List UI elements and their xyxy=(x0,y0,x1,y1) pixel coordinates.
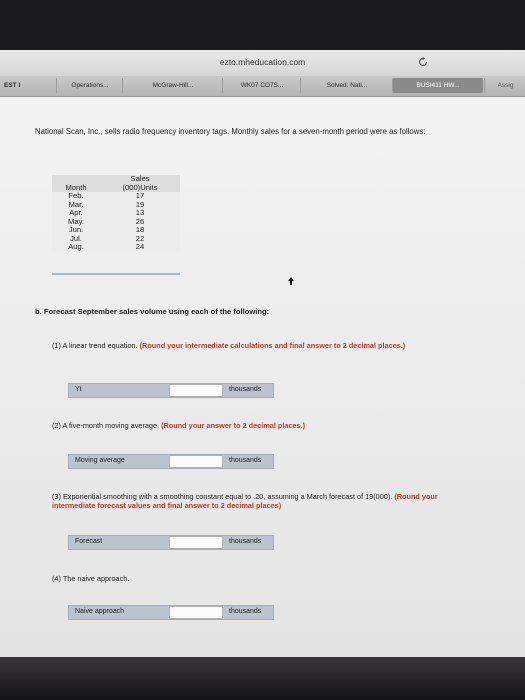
row-units: 13 xyxy=(100,209,180,218)
tab-assignment[interactable]: Assig xyxy=(484,78,525,93)
table-divider xyxy=(52,273,180,275)
page-content xyxy=(0,97,525,657)
question-2-instruction: (Round your answer to 2 decimal places.) xyxy=(161,421,306,430)
question-3-instruction: (Round your intermediate forecast values and final answer to 2 decimal places) xyxy=(52,492,438,510)
tab-busi411[interactable]: BUSI411 HW... xyxy=(392,78,483,93)
forecast-unit: thousands xyxy=(229,538,262,545)
sales-table xyxy=(52,175,180,252)
moving-average-label: Moving average xyxy=(75,457,125,464)
question-1-text: (1) A linear trend equation. xyxy=(52,341,138,350)
trend-input[interactable] xyxy=(169,384,223,397)
row-month: Jun. xyxy=(52,226,100,235)
tab-test[interactable]: EST I xyxy=(4,82,21,89)
header-units: (000)Units xyxy=(100,184,180,193)
row-units: 18 xyxy=(100,226,180,235)
question-2 xyxy=(52,421,472,430)
row-units: 22 xyxy=(100,235,180,244)
trend-label: Yt xyxy=(75,386,82,393)
row-units: 26 xyxy=(100,218,180,227)
row-units: 19 xyxy=(100,201,180,210)
row-units: 17 xyxy=(100,192,180,201)
question-3-text: (3) Exponential smoothing with a smoothing constant equal to .20, assuming a March forecast of 19(000). xyxy=(52,492,393,501)
tab-operations[interactable]: Operations... xyxy=(56,78,123,93)
question-4 xyxy=(52,574,472,583)
part-b-heading: b. Forecast September sales volume using each of the following: xyxy=(35,307,270,316)
answer-row-moving-average xyxy=(68,454,274,469)
question-1-instruction: (Round your intermediate calculations and final answer to 2 decimal places.) xyxy=(139,341,406,350)
question-3 xyxy=(52,492,472,510)
forecast-label: Forecast xyxy=(75,538,103,545)
row-month: Aug. xyxy=(52,243,100,252)
question-4-text: (4) The naive approach. xyxy=(52,574,130,583)
tab-wk07[interactable]: WK07 CO7S... xyxy=(222,78,301,93)
naive-input[interactable] xyxy=(169,606,223,619)
trend-unit: thousands xyxy=(229,386,262,393)
url-text[interactable]: ezto.mheducation.com xyxy=(219,57,306,67)
tab-solved[interactable]: Solved: Nati... xyxy=(300,78,393,93)
naive-label: Naive approach xyxy=(75,608,125,615)
row-month: Feb. xyxy=(52,192,100,201)
naive-unit: thousands xyxy=(229,608,262,615)
header-month: Month xyxy=(52,184,100,193)
moving-average-unit: thousands xyxy=(229,457,262,464)
question-2-text: (2) A five-month moving average. xyxy=(52,421,160,430)
moving-average-input[interactable] xyxy=(169,455,223,468)
mouse-cursor-icon xyxy=(288,277,294,285)
answer-row-forecast xyxy=(68,535,274,550)
problem-intro: National Scan, Inc., sells radio frequency inventory tags. Monthly sales for a seven-month period were as follows: xyxy=(35,127,426,136)
question-1 xyxy=(52,341,472,350)
address-bar[interactable] xyxy=(0,50,525,77)
row-units: 24 xyxy=(100,243,180,252)
reload-icon[interactable] xyxy=(417,56,429,68)
tab-bar xyxy=(0,76,525,97)
answer-row-trend xyxy=(68,383,274,398)
row-month: May. xyxy=(52,218,100,227)
header-sales: Sales xyxy=(100,175,180,184)
row-month: Apr. xyxy=(52,209,100,218)
row-month: Mar. xyxy=(52,201,100,210)
answer-row-naive xyxy=(68,605,274,620)
forecast-input[interactable] xyxy=(169,536,223,549)
tab-mcgraw-hill[interactable]: McGraw-Hill... xyxy=(122,78,223,93)
row-month: Jul. xyxy=(52,235,100,244)
table-row xyxy=(52,243,180,252)
screen-bezel-bottom xyxy=(0,657,525,700)
